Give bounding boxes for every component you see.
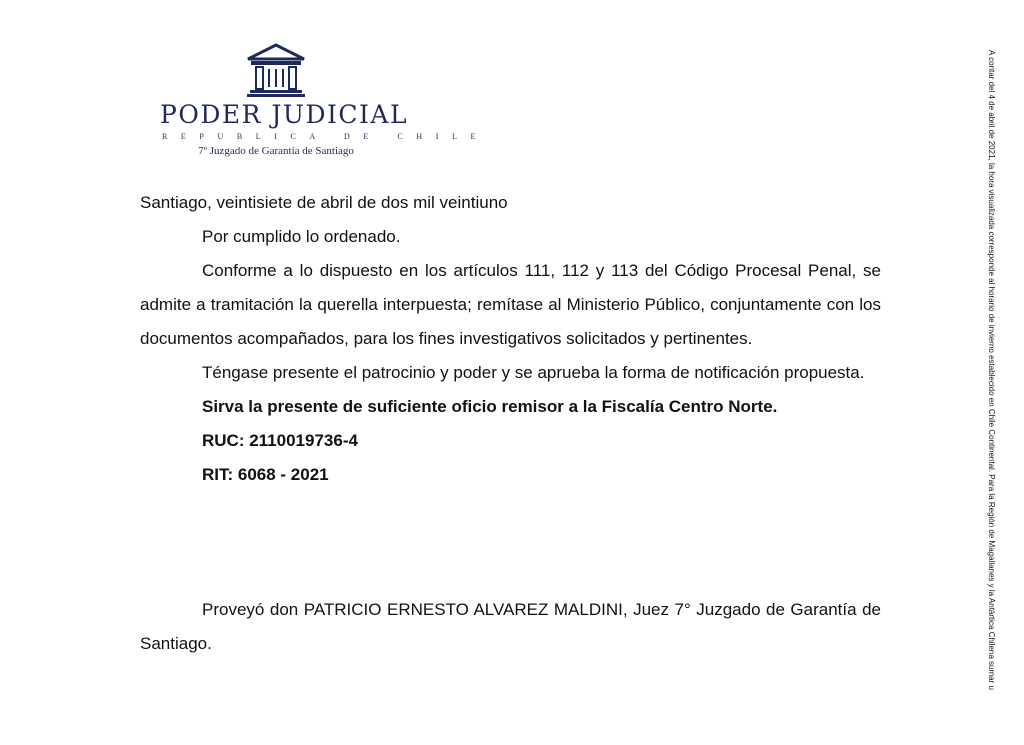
courthouse-icon [245,42,307,98]
rit-number: RIT: 6068 - 2021 [202,465,329,484]
signature-line: Proveyó don PATRICIO ERNESTO ALVAREZ MALDINI, Juez 7° Juzgado de Garantía de Santiago. [140,600,881,653]
side-note-text: A contar del 4 de abril de 2021, la hora visualizada corresponde al horario de invierno establecido en Chile Continental. Para la Región de Magallanes y la Antártica Chilena sumar u [987,50,996,690]
ruc-number: RUC: 2110019736-4 [202,431,358,450]
institution-name: PODER JUDICIAL [160,100,409,129]
side-timezone-note [984,50,998,745]
document-body [140,186,881,661]
paragraph-sponsorship: Téngase presente el patrocinio y poder y se aprueba la forma de notificación propuesta. [202,363,865,382]
country-name: REPUBLICA DE CHILE [162,132,490,141]
court-name: 7º Juzgado de Garantía de Santiago [198,145,354,157]
paragraph-admission: Conforme a lo dispuesto en los artículos 111, 112 y 113 del Código Procesal Penal, se admite a tramitación la querella interpuesta; remítase al Ministerio Público, conjuntamente con los documentos acompañados, para los fines investigativos solicitados y pertinentes. [140,261,881,348]
date-line: Santiago, veintisiete de abril de dos mil veintiuno [140,193,508,212]
court-logo [150,42,490,167]
paragraph-fulfilled: Por cumplido lo ordenado. [202,227,401,246]
paragraph-remission: Sirva la presente de suficiente oficio remisor a la Fiscalía Centro Norte. [202,397,778,416]
spacer [140,492,881,593]
